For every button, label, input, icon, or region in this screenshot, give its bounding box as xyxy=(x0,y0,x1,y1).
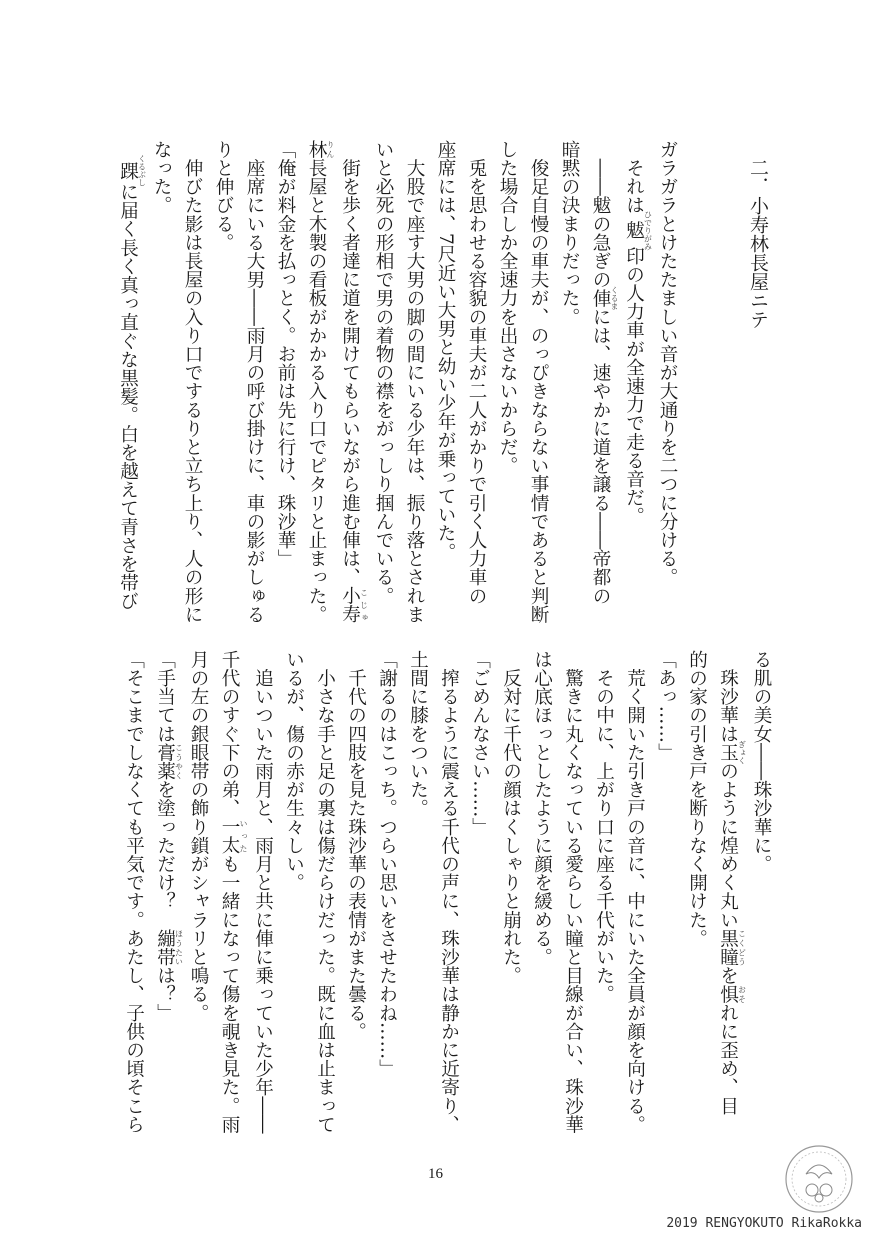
text-column xyxy=(177,140,208,624)
text-segment: 珠沙華は xyxy=(717,650,739,743)
text-segment: のように煌めく丸い xyxy=(717,761,739,930)
text-column xyxy=(558,650,589,1134)
ruby-reading: ひでりがみ xyxy=(643,210,653,251)
ruby-reading: おそ xyxy=(737,984,747,1004)
text-segment: 「そこまでしなくても平気です。あたし、子供の頃そこら xyxy=(123,650,145,1134)
text-column xyxy=(585,140,619,620)
text-column xyxy=(399,140,430,624)
ruby-word xyxy=(219,817,248,855)
text-segment: それは xyxy=(623,140,645,215)
text-column xyxy=(651,650,682,1130)
text-column xyxy=(119,650,150,1134)
text-segment: 千代のすぐ下の弟、 xyxy=(219,650,240,818)
ruby-reading: りん xyxy=(326,140,335,159)
text-block-bottom xyxy=(119,650,778,1134)
ruby-reading: ほうたい xyxy=(174,929,184,967)
credit-footer: 2019 RENGYOKUTO RikaRokka xyxy=(666,1216,862,1231)
text-column xyxy=(368,140,399,620)
text-segment: ガラガラとけたたましい音が大通りを二つに分ける。 xyxy=(657,140,678,587)
text-column xyxy=(150,650,184,1130)
text-segment: に届く長く真っ直ぐな黒髪。白を越えて青さを帯び xyxy=(117,182,139,611)
ruby-reading: こくどう xyxy=(737,929,747,967)
ruby-word xyxy=(154,743,184,781)
text-column xyxy=(208,140,239,620)
text-segment: 荒く開いた引き戸の音に、中にいた全員が顔を向ける。 xyxy=(624,650,646,1134)
ruby-base: 繃帯 xyxy=(154,929,176,967)
text-segment: した場合しか全速力を出さないからだ。 xyxy=(497,140,518,475)
ruby-base: 惧 xyxy=(717,984,739,1004)
ruby-reading: こうやく xyxy=(174,743,184,781)
text-segment: いと必死の形相で男の着物の襟をがっしり掴んでいる。 xyxy=(373,140,394,605)
text-segment: れに歪め、目 xyxy=(717,1003,739,1116)
text-segment: は心底ほっとしたように顔を緩める。 xyxy=(531,650,553,967)
text-segment: 「あっ……」 xyxy=(655,650,677,762)
ruby-word xyxy=(717,740,747,765)
text-segment: 「謝るのはこっち。つらい思いをさせたわね……」 xyxy=(376,650,398,1078)
text-segment: 小さな手と足の裏は傷だらけだった。既に血は止まって xyxy=(314,650,336,1134)
ruby-reading: ぎょく xyxy=(737,740,747,765)
ruby-base: 膏薬 xyxy=(154,743,176,781)
text-segment: ――魃の急ぎの xyxy=(590,140,611,289)
text-column xyxy=(589,650,620,1130)
text-column xyxy=(248,650,279,1134)
text-column xyxy=(527,650,558,1130)
text-column xyxy=(183,650,214,1130)
text-segment: る肌の美女――珠沙華に。 xyxy=(751,650,772,874)
ruby-word xyxy=(306,140,335,159)
chapter-title: 二．小寿林長屋ニテ xyxy=(747,158,769,329)
text-segment: 「手当ては xyxy=(154,650,176,743)
text-column xyxy=(620,650,651,1134)
text-column xyxy=(554,140,585,620)
text-column xyxy=(492,140,523,620)
text-column xyxy=(496,650,527,1130)
text-segment: その中に、上がり口に座る千代がいた。 xyxy=(593,650,615,1004)
text-segment: 暗黙の決まりだった。 xyxy=(559,140,580,326)
text-column xyxy=(465,650,496,1130)
ruby-reading: くるぶし xyxy=(137,154,147,187)
text-segment: りと伸びる。 xyxy=(213,140,234,252)
text-column xyxy=(341,650,372,1130)
text-column xyxy=(239,140,270,624)
text-segment: 搾るように震える千代の声に、珠沙華は静かに近寄り、 xyxy=(438,650,460,1134)
text-segment: 「俺が料金を払っとく。お前は先に行け、珠沙華」 xyxy=(275,140,296,568)
text-segment: なった。 xyxy=(151,140,172,215)
ruby-word xyxy=(717,929,747,967)
text-segment: 月の左の銀眼帯の飾り鎖がシャラリと鳴る。 xyxy=(188,650,209,1022)
ruby-base: 玉 xyxy=(717,740,739,765)
ruby-word xyxy=(339,586,369,624)
text-column xyxy=(335,140,369,624)
text-segment: 街を歩く者達に道を開けてもらいながら進む俥は、 xyxy=(339,140,361,587)
ruby-base: 黒瞳 xyxy=(717,929,739,967)
text-segment: 兎を思わせる容貌の車夫が二人がかりで引く人力車の xyxy=(466,140,487,605)
text-column xyxy=(403,650,434,1130)
text-column xyxy=(301,140,335,624)
ruby-word xyxy=(117,154,147,187)
text-column xyxy=(652,140,683,620)
seal-logo-icon xyxy=(784,1144,854,1214)
text-segment: 座席にいる大男――雨月の呼び掛けに、車の影がしゅる xyxy=(244,140,265,624)
text-segment: 「ごめんなさい……」 xyxy=(469,650,491,836)
text-column xyxy=(310,650,341,1134)
ruby-reading: くるま xyxy=(610,286,619,311)
text-column xyxy=(270,140,301,620)
ruby-word xyxy=(154,929,184,967)
text-segment: を塗っただけ？ xyxy=(154,780,176,930)
text-segment: 土間に膝をついた。 xyxy=(407,650,429,818)
text-column xyxy=(372,650,403,1130)
ruby-base: 小寿 xyxy=(339,586,361,624)
ruby-base: 俥 xyxy=(590,286,611,311)
text-column xyxy=(523,140,554,624)
text-column xyxy=(430,140,461,620)
text-segment: 千代の四肢を見た珠沙華の表情がまた曇る。 xyxy=(345,650,367,1041)
ruby-base: 踝 xyxy=(117,154,139,187)
text-segment: を xyxy=(717,966,739,985)
text-block-top xyxy=(113,140,684,624)
text-segment: 驚きに丸くなっている愛らしい瞳と目線が合い、珠沙華 xyxy=(562,650,584,1134)
text-column xyxy=(146,140,177,620)
text-segment: は？」 xyxy=(154,966,176,1023)
ruby-reading: こじゅ xyxy=(359,586,369,624)
ruby-word xyxy=(623,210,653,251)
page-number: 16 xyxy=(428,1166,443,1182)
text-segment: 反対に千代の顔はくしゃりと崩れた。 xyxy=(500,650,522,985)
text-column xyxy=(434,650,465,1134)
text-column xyxy=(746,650,777,1130)
text-segment: 的の家の引き戸を断りなく開けた。 xyxy=(686,650,708,948)
text-column xyxy=(619,140,653,620)
text-column xyxy=(461,140,492,620)
text-segment: には、速やかに道を譲る――帝都の xyxy=(590,307,611,605)
text-column xyxy=(113,140,147,620)
ruby-reading: いった xyxy=(239,817,248,855)
text-column xyxy=(713,650,747,1130)
text-column xyxy=(279,650,310,1130)
text-segment: いるが、傷の赤が生々しい。 xyxy=(283,650,305,892)
ruby-base: 一太 xyxy=(219,817,240,855)
text-segment: も一緒になって傷を覗き見た。雨 xyxy=(219,854,240,1134)
ruby-base: 林 xyxy=(306,140,327,159)
text-column xyxy=(682,650,713,1130)
text-segment: 追いついた雨月と、雨月と共に俥に乗っていた少年―― xyxy=(252,650,274,1134)
text-segment: 伸びた影は長屋の入り口でするりと立ち上り、人の形に xyxy=(182,140,203,624)
text-segment: 俊足自慢の車夫が、のっぴきならない事情であると判断 xyxy=(528,140,549,624)
text-segment: 座席には、7尺近い大男と幼い少年が乗っていた。 xyxy=(435,140,456,562)
text-segment: 長屋と木製の看板がかかる入り口でピタリと止まった。 xyxy=(306,158,327,624)
ruby-word xyxy=(717,984,747,1004)
ruby-base: 魃 xyxy=(623,210,645,251)
ruby-word xyxy=(590,286,619,311)
text-segment: 大股で座す大男の脚の間にいる少年は、振り落とされま xyxy=(404,140,425,624)
text-segment: 印の人力車が全速力で走る音だ。 xyxy=(623,246,645,526)
text-column xyxy=(214,650,248,1134)
